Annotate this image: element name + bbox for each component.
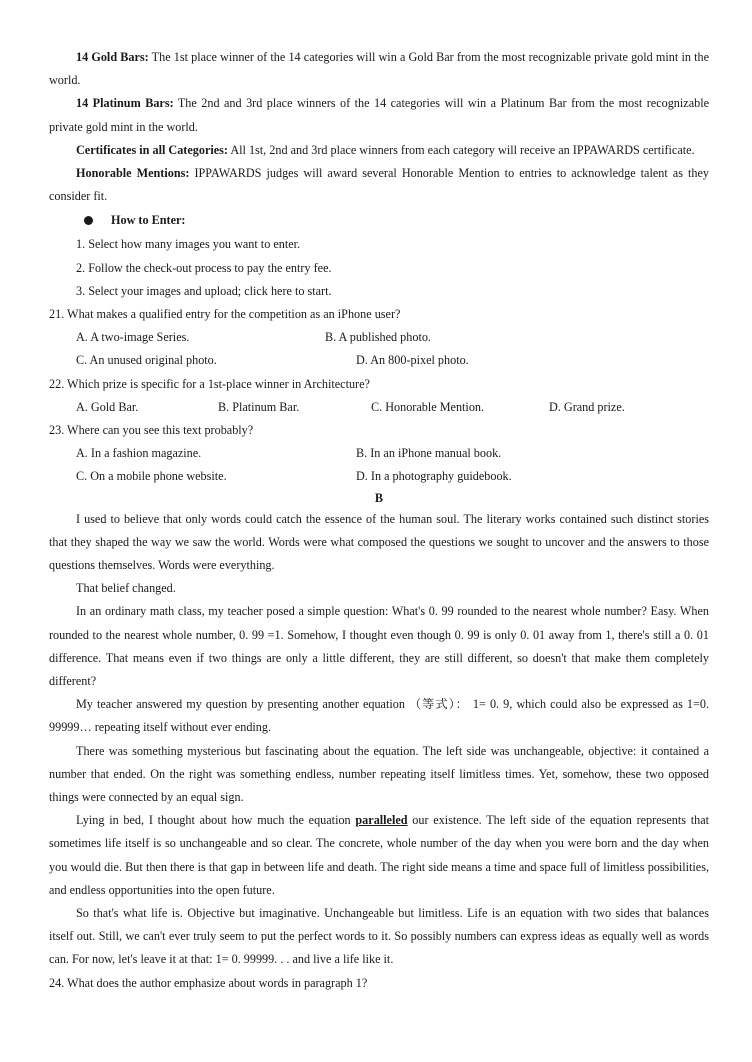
passage-paragraph-6-start: Lying in bed, I thought about how much the equation (76, 813, 356, 828)
question-21-options-row-2 (49, 349, 709, 372)
prize-platinum-bars (49, 92, 709, 138)
prize-certificates-text: All 1st, 2nd and 3rd place winners from each category will receive an IPPAWARDS certificate. (227, 142, 695, 157)
question-22-option-a: A. Gold Bar. (76, 399, 139, 414)
prize-honorable-mentions (49, 162, 709, 208)
question-23-option-d: D. In a photography guidebook. (356, 469, 512, 484)
prize-certificates-label: Certificates in all Categories: (76, 142, 228, 157)
question-23-options-row-1 (49, 442, 709, 465)
question-21-option-c: C. An unused original photo. (76, 353, 217, 368)
question-23-option-a: A. In a fashion magazine. (76, 446, 202, 461)
passage-paragraph-2: That belief changed. (76, 581, 176, 596)
question-23-option-c: C. On a mobile phone website. (76, 469, 227, 484)
question-22-option-b: B. Platinum Bar. (218, 399, 300, 414)
enter-step-3: 3. Select your images and upload; click here to start. (76, 283, 332, 298)
section-b-title: B (374, 490, 384, 505)
question-21-options-row-1 (49, 326, 709, 349)
prize-platinum-text: The 2nd and 3rd place winners of the 14 categories will win a Platinum Bar from the most recognizable private gold mint in the world. (49, 96, 709, 134)
question-23-stem: 23. Where can you see this text probably? (49, 423, 254, 437)
document-page (49, 46, 709, 995)
passage-paragraph-7: So that's what life is. Objective but imaginative. Unchangeable but limitless. Life is an equation with two sides that balances itself out. Still, we can't ever truly seem to put the perfect words to it. So possibly numbers can express ideas as equally well as words can. For now, let's leave it at that: 1= 0. 99999. . . and live a life like it. (49, 906, 709, 967)
prize-gold-label: 14 Gold Bars: (76, 50, 149, 64)
bullet-icon (84, 216, 93, 225)
prize-gold-bars (49, 46, 709, 92)
passage-paragraph-5: There was something mysterious but fascinating about the equation. The left side was unchangeable, objective: it contained a number that ended. On the right was something endless, number repeating itself limitless times. Yet, somehow, these two opposed things were connected by an equal sign. (49, 743, 709, 805)
question-22-option-d: D. Grand prize. (549, 399, 625, 414)
question-23-option-b: B. In an iPhone manual book. (356, 446, 502, 461)
question-21-option-d: D. An 800-pixel photo. (356, 353, 469, 368)
question-22-option-c: C. Honorable Mention. (371, 399, 485, 414)
passage-paragraph-4: My teacher answered my question by presenting another equation （等式）： 1= 0. 9, which could also be expressed as 1=0. 99999… repeating itself without ever ending. (49, 697, 709, 735)
question-21-option-a: A. A two-image Series. (76, 330, 190, 345)
prize-platinum-label: 14 Platinum Bars: (76, 96, 174, 111)
question-21-stem: 21. What makes a qualified entry for the competition as an iPhone user? (49, 307, 401, 322)
enter-step-2: 2. Follow the check-out process to pay the entry fee. (76, 260, 332, 275)
enter-step-1: 1. Select how many images you want to enter. (76, 237, 301, 252)
passage-paragraph-3: In an ordinary math class, my teacher posed a simple question: What's 0. 99 rounded to the nearest whole number? Easy. When rounded to the nearest whole number, 0. 99 =1. Somehow, I thought even though 0. 99 is only 0. 01 away from 1, there's still a 0. 01 difference. That means even if two things are only a little different, they are still different, so doesn't that make them completely different? (49, 604, 709, 688)
how-to-enter-label: How to Enter: (111, 213, 186, 228)
question-21-option-b: B. A published photo. (325, 330, 431, 345)
passage-paragraph-1: I used to believe that only words could catch the essence of the human soul. The literary works contained such distinct stories that they shaped the way we saw the world. Words were what composed the questions we sought to uncover and the answers to those questions themselves. Words were everything. (49, 511, 709, 572)
prize-honorable-text: IPPAWARDS judges will award several Honorable Mention to entries to acknowledge talent as they consider fit. (49, 166, 709, 204)
passage-paragraph-6 (49, 809, 709, 902)
prize-honorable-label: Honorable Mentions: (76, 166, 190, 181)
prize-certificates (49, 139, 709, 162)
question-22-stem: 22. Which prize is specific for a 1st-place winner in Architecture? (49, 376, 370, 391)
prize-gold-text: The 1st place winner of the 14 categories will win a Gold Bar from the most recognizable private gold mint in the world. (49, 50, 709, 88)
question-24-stem: 24. What does the author emphasize about words in paragraph 1? (49, 975, 368, 990)
question-22-options-row (49, 396, 709, 419)
key-word-paralleled: paralleled (355, 813, 408, 828)
question-23-options-row-2 (49, 465, 709, 488)
how-to-enter-heading (49, 208, 709, 233)
passage-paragraph-6-end: our existence. The left side of the equation represents that sometimes life itself is so unchangeable and so clear. The concrete, whole number of the day when you were born and the day when you would die. But then there is that gap in between life and death. The right side means a time and space full of limitless possibilities, and endless opportunities into the open future. (49, 813, 710, 897)
